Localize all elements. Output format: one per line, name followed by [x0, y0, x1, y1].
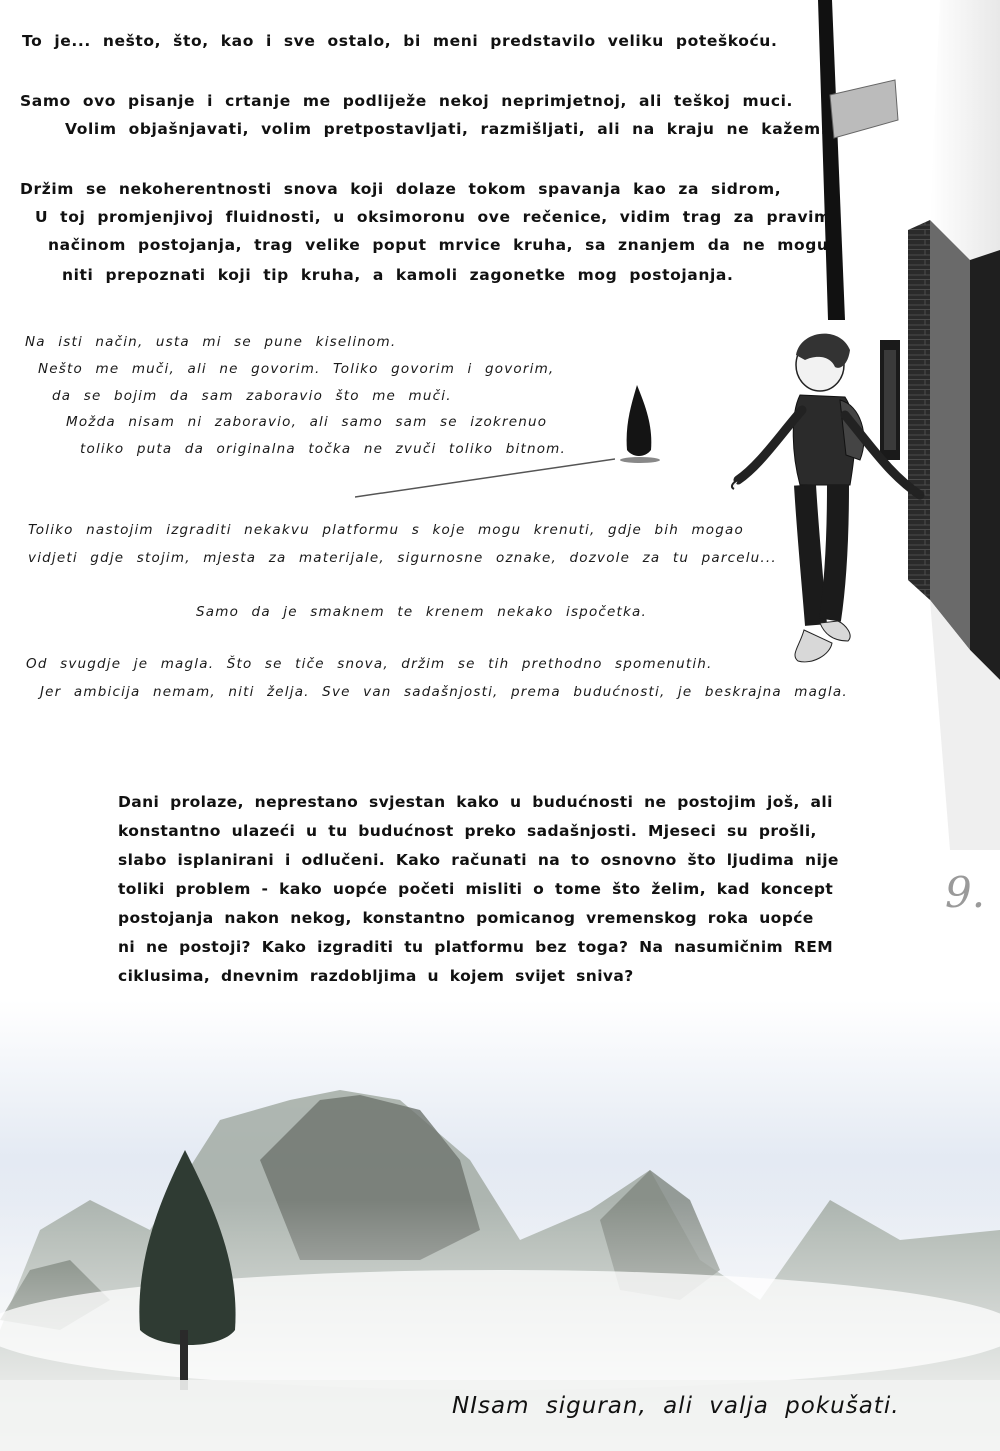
misty-mountain-landscape	[0, 1000, 1000, 1451]
closing-line: NIsam siguran, ali valja pokušati.	[452, 1393, 900, 1419]
paragraph-3-line-4: niti prepoznati koji tip kruha, a kamoli zagonetke mog postojanja.	[62, 266, 734, 284]
opening-line: To je... nešto, što, kao i sve ostalo, bi meni predstavilo veliku poteškoću.	[22, 32, 778, 50]
main-paragraph	[118, 788, 839, 991]
italic-line-7: vidjeti gdje stojim, mjesta za materijale, sigurnosne oznake, dozvole za tu parcelu...	[28, 550, 777, 566]
italic-line-3: da se bojim da sam zaboravio što me muči.	[52, 388, 452, 404]
italic-line-10: Jer ambicija nemam, niti želja. Sve van sadašnjosti, prema budućnosti, je beskrajna magla.	[40, 684, 848, 700]
horizon-line	[355, 455, 615, 500]
italic-line-6: Toliko nastojim izgraditi nekakvu platformu s koje mogu krenuti, gdje bih mogao	[28, 522, 744, 538]
paragraph-3-line-2: U toj promjenjivoj fluidnosti, u oksimoronu ove rečenice, vidim trag za pravim	[35, 208, 831, 226]
small-tree-illustration	[615, 380, 665, 470]
italic-line-1: Na isti način, usta mi se pune kiselinom.	[25, 334, 397, 350]
italic-line-8: Samo da je smaknem te krenem nekako ispočetka.	[196, 604, 648, 620]
walking-person-illustration	[720, 325, 940, 670]
paragraph-3-line-3: načinom postojanja, trag velike poput mrvice kruha, sa znanjem da ne mogu	[48, 236, 829, 254]
main-paragraph-line: postojanja nakon nekog, konstantno pomicanog vremenskog roka uopće	[118, 909, 814, 927]
italic-line-5: toliko puta da originalna točka ne zvuči toliko bitnom.	[80, 441, 567, 457]
paragraph-2-line-1: Samo ovo pisanje i crtanje me podliježe nekoj neprimjetnoj, ali teškoj muci.	[20, 92, 794, 110]
main-paragraph-line: ciklusima, dnevnim razdobljima u kojem svijet sniva?	[118, 967, 634, 985]
page-number: 9.	[945, 868, 986, 917]
main-paragraph-line: konstantno ulazeći u tu budućnost preko sadašnjosti. Mjeseci su prošli,	[118, 822, 817, 840]
italic-line-9: Od svugdje je magla. Što se tiče snova, držim se tih prethodno spomenutih.	[26, 656, 713, 672]
italic-line-2: Nešto me muči, ali ne govorim. Toliko govorim i govorim,	[38, 361, 555, 377]
main-paragraph-line: toliki problem - kako uopće početi misliti o tome što želim, kad koncept	[118, 880, 834, 898]
main-paragraph-line: Dani prolaze, neprestano svjestan kako u budućnosti ne postojim još, ali	[118, 793, 833, 811]
paragraph-3-line-1: Držim se nekoherentnosti snova koji dolaze tokom spavanja kao za sidrom,	[20, 180, 782, 198]
main-paragraph-line: slabo isplanirani i odlučeni. Kako računati na to osnovno što ljudima nije	[118, 851, 839, 869]
main-paragraph-line: ni ne postoji? Kako izgraditi tu platformu bez toga? Na nasumičnim REM	[118, 938, 834, 956]
italic-line-4: Možda nisam ni zaboravio, ali samo sam se izokrenuo	[66, 414, 548, 430]
paragraph-2-line-2: Volim objašnjavati, volim pretpostavljati, razmišljati, ali na kraju ne kažem.	[65, 120, 828, 138]
